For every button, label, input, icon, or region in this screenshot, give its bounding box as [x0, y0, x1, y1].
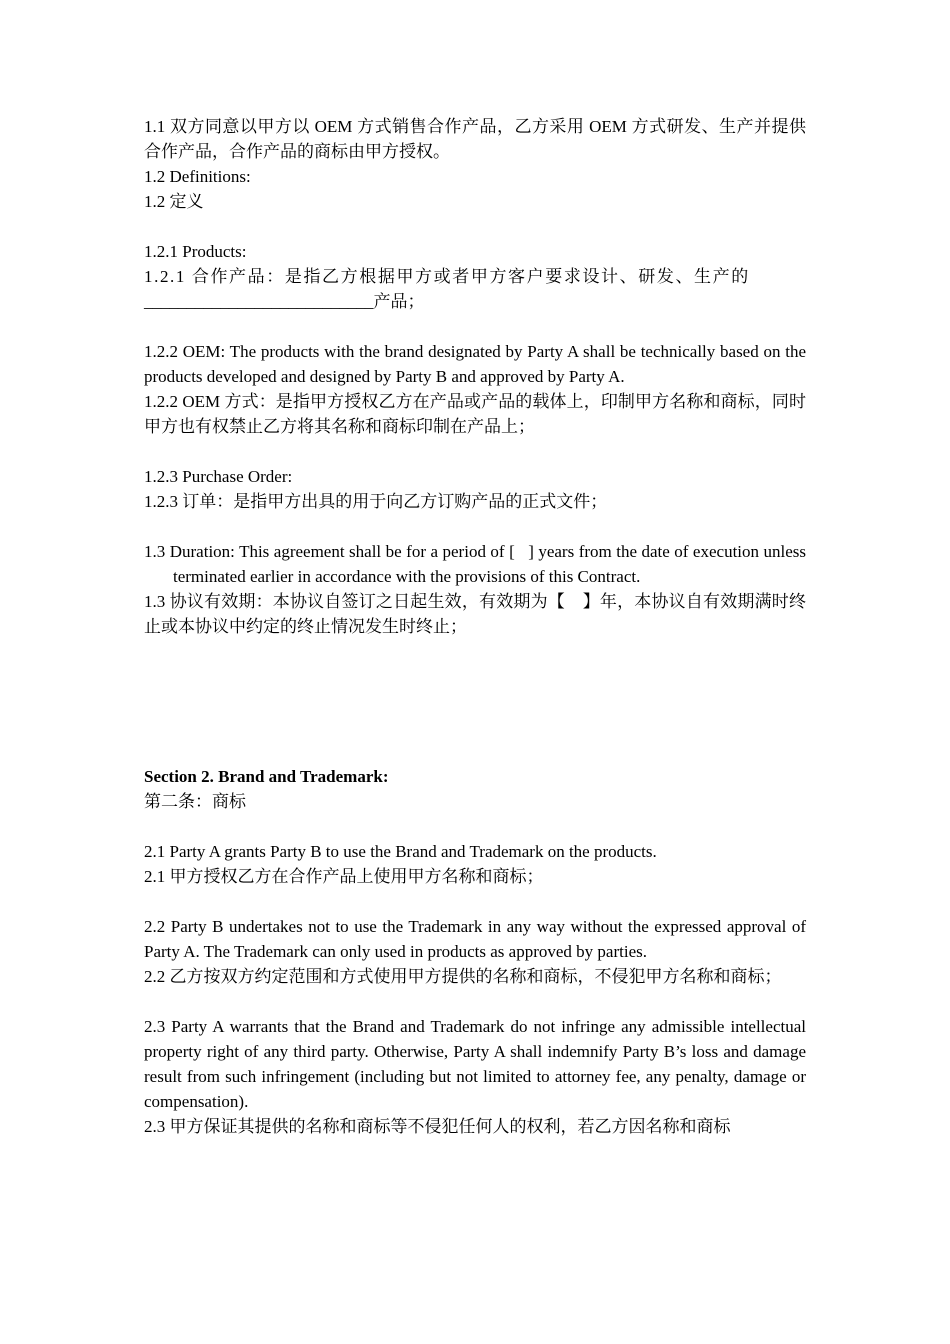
section-spacer — [144, 639, 806, 764]
clause-2-2-cn: 2.2 乙方按双方约定范围和方式使用甲方提供的名称和商标，不侵犯甲方名称和商标； — [144, 967, 782, 986]
clause-1-2-3-cn: 1.2.3 订单：是指甲方出具的用于向乙方订购产品的正式文件； — [144, 492, 608, 511]
clause-2-1-cn: 2.1 甲方授权乙方在合作产品上使用甲方名称和商标； — [144, 867, 544, 886]
clause-1-2-1-cn: 1.2.1 合作产品：是指乙方根据甲方或者甲方客户要求设计、研发、生产的 — [144, 267, 750, 286]
clause-1-2-1-en: 1.2.1 Products: — [144, 242, 247, 261]
document-page — [144, 114, 811, 1139]
clause-2-3-en: 2.3 Party A warrants that the Brand and Trademark do not infringe any admissible intellectual property right of any third party. Otherwise, Party A shall indemnify Party B’s loss and damage result from such infringement (including but not limited to attorney fee, any penalty, damage or compensation). — [144, 1017, 806, 1111]
clause-1-2-1-cn-line2: ___________________________产品； — [144, 292, 425, 311]
clause-2-2-en: 2.2 Party B undertakes not to use the Trademark in any way without the expressed approval of Party A. The Trademark can only used in products as approved by parties. — [144, 917, 806, 961]
section-2-title-cn: 第二条：商标 — [144, 792, 246, 811]
clause-1-2-3-en: 1.2.3 Purchase Order: — [144, 467, 293, 486]
clause-1-2-en: 1.2 Definitions: — [144, 167, 251, 186]
section-2-title-en: Section 2. Brand and Trademark: — [144, 767, 389, 786]
clause-2-3-cn: 2.3 甲方保证其提供的名称和商标等不侵犯任何人的权利，若乙方因名称和商标 — [144, 1117, 731, 1136]
clause-2-1-en: 2.1 Party A grants Party B to use the Brand and Trademark on the products. — [144, 842, 657, 861]
spacer — [144, 439, 806, 464]
clause-1-2-cn: 1.2 定义 — [144, 192, 204, 211]
spacer — [144, 889, 806, 914]
clause-1-2-2-en: 1.2.2 OEM: The products with the brand designated by Party A shall be technically based on the products developed and designed by Party B and approved by Party A. — [144, 342, 806, 386]
clause-1-1-cn: 1.1 双方同意以甲方以 OEM 方式销售合作产品，乙方采用 OEM 方式研发、生产并提供合作产品，合作产品的商标由甲方授权。 — [144, 117, 806, 161]
clause-1-3-cn: 1.3 协议有效期：本协议自签订之日起生效，有效期为【 】年，本协议自有效期满时终止或本协议中约定的终止情况发生时终止； — [144, 592, 806, 636]
spacer — [144, 989, 806, 1014]
spacer — [144, 814, 806, 839]
spacer — [144, 214, 806, 239]
clause-1-2-2-cn: 1.2.2 OEM 方式：是指甲方授权乙方在产品或产品的载体上，印制甲方名称和商标，同时甲方也有权禁止乙方将其名称和商标印制在产品上； — [144, 392, 806, 436]
spacer — [144, 514, 806, 539]
spacer — [144, 314, 806, 339]
clause-1-3-en: 1.3 Duration: This agreement shall be for a period of [ ] years from the date of execution unless terminated earlier in accordance with the provisions of this Contract. — [144, 542, 811, 586]
